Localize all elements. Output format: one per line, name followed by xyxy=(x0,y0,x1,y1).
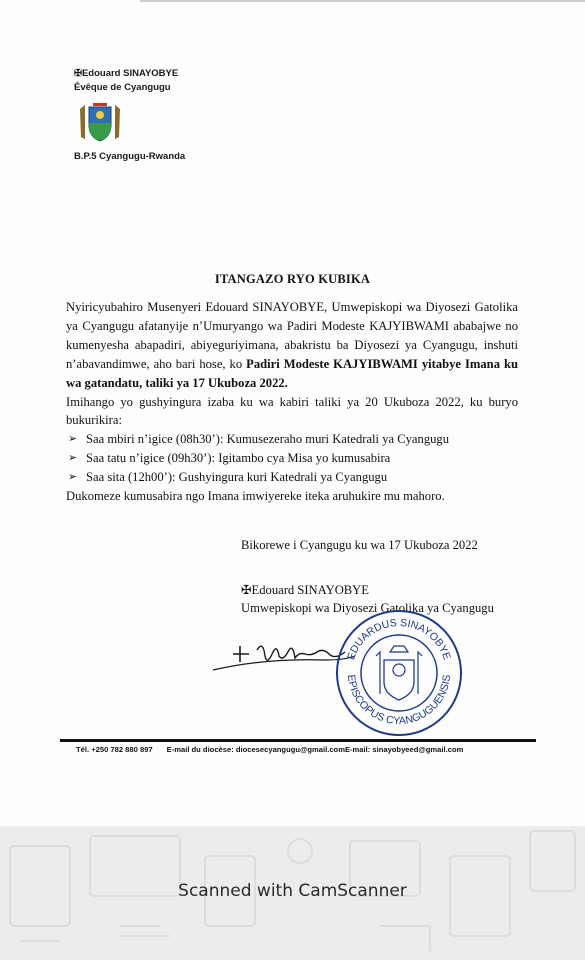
ceremony-schedule xyxy=(66,430,518,487)
signer-title: Umwepiskopi wa Diyosezi Gatolika ya Cyangugu xyxy=(241,601,494,615)
schedule-item xyxy=(66,430,518,449)
letterhead-title: Évêque de Cyangugu xyxy=(74,82,171,93)
scan-edge-line xyxy=(140,0,585,2)
schedule-item-text: Saa sita (12h00’): Gushyingura kuri Katedrali ya Cyangugu xyxy=(86,470,388,485)
footer-emails: E-mail du diocèse: diocesecyangugu@gmail.comE-mail: sinayobyeed@gmail.com xyxy=(166,745,464,754)
schedule-item-text: Saa mbiri n’igice (08h30’): Kumusezeraho muri Katedrali ya Cyangugu xyxy=(86,432,450,447)
schedule-item xyxy=(66,449,518,468)
announcement-bold-text: Padiri Modeste KAJYIBWAMI yitabye Imana ku wa gatandatu, taliki ya 17 Ukuboza 2022. xyxy=(66,356,518,390)
seal-text-top: EDUARDUS SINAYOBYE xyxy=(345,616,453,662)
document-heading: ITANGAZO RYO KUBIKA xyxy=(214,272,371,286)
arrow-bullet-icon: ➢ xyxy=(68,433,78,446)
signer-name: ✠Edouard SINAYOBYE xyxy=(241,583,369,597)
official-seal-icon xyxy=(334,608,464,738)
camscanner-label: Scanned with CamScanner xyxy=(178,881,407,901)
announcement-paragraph xyxy=(66,298,518,393)
place-date: Bikorewe i Cyangugu ku wa 17 Ukuboza 2022 xyxy=(241,538,478,552)
diocese-crest-icon xyxy=(75,101,125,143)
letterhead-address: B.P.5 Cyangugu-Rwanda xyxy=(74,151,186,162)
closing-line: Dukomeze kumusabira ngo Imana imwiyereke iteka aruhukire mu mahoro. xyxy=(66,489,445,504)
schedule-item xyxy=(66,468,518,487)
footer-contacts xyxy=(76,745,477,754)
announcement-text: Nyiricyubahiro Musenyeri Edouard SINAYOBYE, Umwepiskopi wa Diyosezi Gatolika ya Cyangugu afatanyije n’Umuryango wa Padiri Modeste KAJYIBWAMI ababajwe no kumenyesha abapadiri, abiyeguriyimana, abakristu ba Diyosezi ya Cyangugu, inshuti n’abavandimwe, aho bari hose, ko xyxy=(66,300,518,371)
schedule-item-text: Saa tatu n’igice (09h30’): Igitambo cya Misa yo kumusabira xyxy=(86,451,391,466)
letterhead-name: ✠Edouard SINAYOBYE xyxy=(74,68,179,79)
ceremony-intro: Imihango yo gushyingura izaba ku wa kabiri taliki ya 20 Ukuboza 2022, ku buryo bukurikira: xyxy=(66,394,518,428)
footer-phone: Tél. +250 782 880 897 xyxy=(76,745,153,754)
camscanner-banner xyxy=(0,826,585,960)
seal-text-bottom: EPISCOPUS CYANGUGUENSIS xyxy=(344,674,454,728)
document-body xyxy=(66,298,518,506)
footer-divider xyxy=(60,739,536,742)
arrow-bullet-icon: ➢ xyxy=(68,452,78,465)
arrow-bullet-icon: ➢ xyxy=(68,471,78,484)
